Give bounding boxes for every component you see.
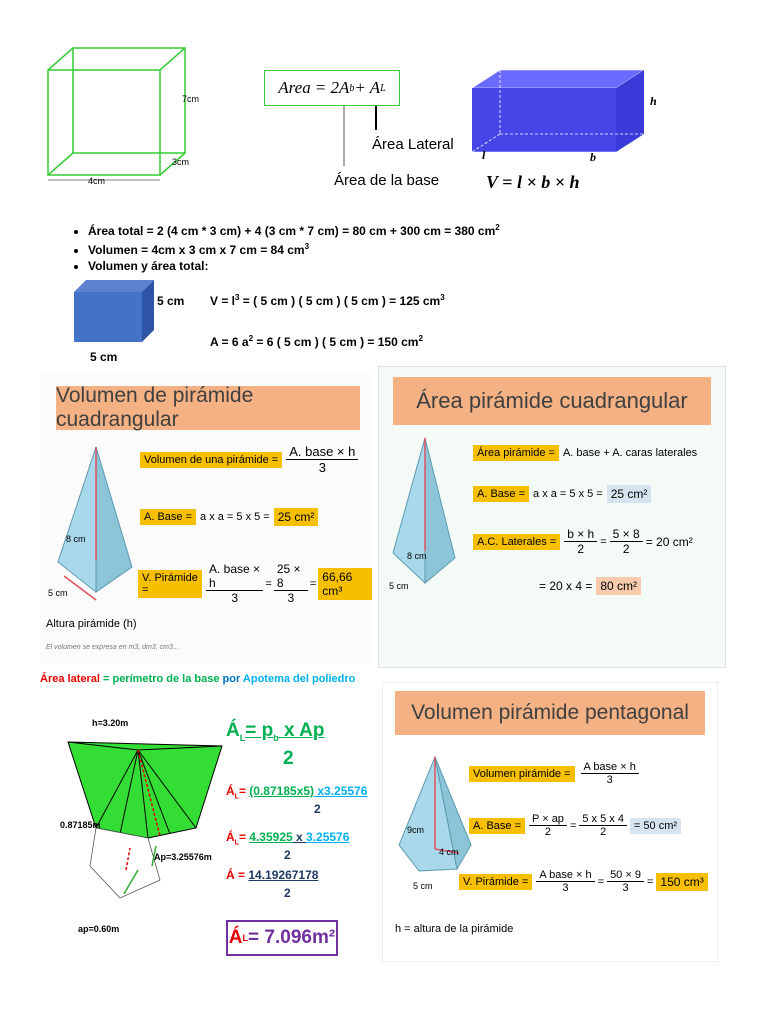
blue-cube-svg	[74, 280, 156, 344]
vol-cuad-f2-result: 25 cm²	[274, 508, 319, 526]
lf2-b: x3.25576	[314, 784, 368, 798]
area-cuad-label-1: Área pirámide =	[473, 445, 559, 461]
green-pyramid-side-label: 0.87185m	[60, 820, 101, 830]
area-base-label: Área de la base	[334, 172, 440, 189]
lateral-formula-1-den: 2	[283, 748, 294, 769]
lf3-x: x	[292, 830, 307, 844]
panel-area-cuadrangular	[378, 366, 726, 668]
vol-cuad-label-3: V. Pirámide =	[138, 570, 202, 598]
prism-l-label: l	[482, 148, 486, 162]
lateral-result-rhs: = 7.096m²	[248, 927, 336, 948]
vol-cuad-f1-num: A. base × h	[286, 444, 358, 460]
pent-label-1: Volumen pirámide =	[469, 766, 575, 782]
lf3-eq: =	[238, 830, 250, 844]
vol-cuad-f2-text: a x a = 5 x 5 =	[200, 511, 270, 523]
lateral-formula-2-den: 2	[314, 802, 321, 816]
pyramid-cuad-1-height: 8 cm	[66, 534, 86, 544]
prism-b-label: b	[590, 150, 596, 164]
pyramid-pent-height: 9cm	[407, 825, 425, 835]
lateral-formula-3-den: 2	[284, 848, 291, 862]
bullet-area-total-sup: 2	[495, 223, 500, 232]
bullet-volumen-area	[88, 258, 708, 274]
pyramid-cuad-2-base: 5 cm	[389, 581, 409, 591]
pent-f3b-den: 3	[622, 882, 629, 894]
area-cuad-f3-tail: = 20 cm²	[645, 534, 693, 549]
lf1-lhs: Á	[226, 720, 240, 741]
lf4-a: 14.19267178	[248, 868, 319, 882]
bullet-volumen-text: Volumen = 4cm x 3 cm x 7 cm = 84 cm	[88, 243, 305, 257]
area-cuad-f2-result: 25 cm²	[607, 485, 652, 503]
vol-cuad-label-2: A. Base =	[140, 509, 196, 525]
blue-cube-bottom-label: 5 cm	[90, 350, 118, 364]
lf3-lhs: Á	[226, 830, 235, 844]
green-pyramid-apb-label: ap=0.60m	[78, 924, 120, 934]
bullet-area-total	[88, 220, 708, 239]
area-cuad-f4-text: = 20 x 4 =	[539, 579, 593, 593]
panel-area-cuad-title: Área pirámide cuadrangular	[416, 388, 688, 413]
area-cuad-label-3: A.C. Laterales =	[473, 534, 560, 550]
pent-formula-1	[469, 761, 639, 786]
pent-f2-num: P × ap	[529, 813, 567, 826]
pent-f3b-num: 50 × 9	[607, 869, 644, 882]
lf1-sub: L	[239, 732, 246, 743]
panel-volumen-pentagonal	[382, 682, 718, 962]
area-cuad-f3b-den: 2	[622, 542, 630, 556]
lf2-lhs: Á	[226, 784, 235, 798]
area-formula-rhs: = 2A	[314, 78, 350, 97]
area-formula-plus: + A	[354, 78, 381, 97]
prism-h-label: h	[650, 94, 657, 108]
cube-height-label: 7cm	[182, 94, 200, 104]
blue-prism-figure	[466, 64, 676, 194]
lateral-result-sub: L	[242, 933, 249, 943]
cube-area-a: A = 6 a	[210, 335, 249, 349]
lateral-heading-part1: Área lateral	[40, 673, 100, 685]
panel-vol-pent-banner	[395, 691, 705, 735]
vol-cuad-f3b-den: 3	[287, 591, 295, 605]
pent-label-2: A. Base =	[469, 818, 525, 834]
lateral-formula-2	[226, 784, 367, 800]
cube-depth-label: 3cm	[172, 157, 190, 167]
green-pyramid-ap-label: Ap=3.25576m	[154, 852, 212, 862]
pent-note: h = altura de la pirámide	[395, 923, 514, 935]
pyramid-pent-svg	[395, 753, 475, 883]
pyramid-cuad-2-height: 8 cm	[407, 551, 427, 561]
lateral-heading	[40, 673, 355, 685]
bullet-volumen-area-text: Volumen y área total:	[88, 259, 209, 273]
vol-cuad-formula-3: V. Pirámide = $\frac{\text{A. base × h}}{3}$ = $\frac{25 \times 8}{3}$ = 66,66 cm³	[138, 562, 372, 605]
area-cuad-f1-text: A. base + A. caras laterales	[562, 447, 698, 459]
pyramid-cuad-1-base: 5 cm	[48, 588, 68, 598]
vol-cuad-f3-den: 3	[231, 591, 239, 605]
area-cuad-f3b-num: 5 × 8	[610, 527, 643, 542]
vol-cuad-formula-1	[140, 444, 358, 475]
lf1-tail: x Ap	[278, 720, 325, 741]
pent-f3-num: A base × h	[536, 869, 594, 882]
wireframe-cube-svg	[40, 40, 220, 190]
area-cuad-f3-num: b × h	[564, 527, 597, 542]
area-cuad-formula-3: A.C. Laterales = $\frac{b \times h}{2}$ = $\frac{5 \times 8}{2}$ = 20 cm²	[473, 527, 693, 556]
pent-f3-den: 3	[562, 882, 569, 894]
pyramid-cuad-svg-2	[383, 433, 467, 593]
pent-f1-num: A base × h	[581, 761, 639, 774]
pent-f2-result: = 50 cm²	[630, 818, 681, 834]
vol-cuad-f1-den: 3	[318, 460, 326, 475]
lateral-formula-4-den: 2	[284, 886, 291, 900]
lf1-sub2: b	[273, 732, 279, 743]
vol-cuad-label-1: Volumen de una pirámide =	[140, 452, 282, 468]
prism-volume-formula: V = l × b × h	[486, 172, 580, 192]
area-cuad-formula-1	[473, 445, 697, 461]
green-pyramid-h-label: h=3.20m	[92, 718, 129, 728]
pent-formula-2: A. Base = $\frac{P \times ap}{2}$ = $\frac{5 x 5 x 4}{2}$ = 50 cm²	[469, 813, 681, 838]
vol-cuad-formula-2	[140, 508, 318, 526]
pent-f2b-den: 2	[600, 826, 607, 838]
bullet-volumen	[88, 239, 708, 258]
blue-cube-volume	[210, 293, 445, 308]
cube-area-sup-b: 2	[418, 334, 423, 343]
bullet-area-total-text: Área total = 2 (4 cm * 3 cm) + 4 (3 cm * 7 cm) = 80 cm + 300 cm = 380 cm	[88, 224, 496, 238]
area-cuad-formula-2	[473, 485, 651, 503]
area-formula-box	[264, 70, 400, 106]
cube-volume-a: V = l	[210, 294, 236, 308]
lf4-eq: =	[234, 868, 249, 882]
cube-area-b: = 6 ( 5 cm ) ( 5 cm ) = 150 cm	[253, 335, 419, 349]
vol-cuad-note: El volumen se expresa en m3, dm3, cm3...	[46, 644, 179, 651]
lf3-a: 4.35925	[249, 830, 293, 844]
lf4-lhs: Á	[226, 868, 235, 882]
vol-cuad-f3-result: 66,66 cm³	[318, 568, 372, 600]
panel-volumen-cuadrangular	[40, 372, 372, 664]
cube-area-sup-a: 2	[248, 334, 254, 343]
blue-cube-side-label: 5 cm	[157, 294, 185, 308]
cube-volume-sup-b: 3	[440, 293, 445, 302]
lf2-a: (0.87185x5)	[249, 784, 315, 798]
lf3-b: 3.25576	[306, 830, 350, 844]
calculation-bullets	[70, 220, 708, 274]
panel-vol-pent-title: Volumen pirámide pentagonal	[411, 701, 689, 724]
cube-width-label: 4cm	[88, 176, 106, 186]
lateral-formula-4	[226, 868, 318, 882]
pyramid-cuad-svg-1	[46, 442, 146, 602]
cube-volume-b: = ( 5 cm ) ( 5 cm ) ( 5 cm ) = 125 cm	[239, 294, 441, 308]
pyramid-pent-ap: 4 cm	[439, 847, 459, 857]
area-cuad-f3-den: 2	[577, 542, 585, 556]
lateral-formula-1	[226, 720, 324, 743]
area-formula-lhs: Area	[278, 78, 311, 97]
lateral-heading-part4: Apotema del poliedro	[242, 673, 356, 685]
lateral-result-box	[226, 920, 338, 956]
vol-cuad-f3-num: A. base × h	[206, 562, 263, 591]
pyramid-pent-base: 5 cm	[413, 881, 433, 891]
pent-f2b-num: 5 x 5 x 4	[579, 813, 627, 826]
bullet-volumen-sup: 3	[304, 242, 310, 251]
vol-cuad-f3b-num: 25 × 8	[274, 562, 308, 591]
pent-label-3: V. Pirámide =	[459, 874, 532, 890]
area-formula-sub-l: L	[380, 82, 386, 94]
lateral-formula-3	[226, 830, 349, 846]
vol-cuad-altura: Altura pirámide (h)	[46, 618, 137, 630]
panel-vol-cuad-banner	[56, 386, 360, 430]
pent-f3-result: 150 cm³	[656, 873, 707, 891]
area-lateral-label: Área Lateral	[372, 136, 454, 153]
panel-area-cuad-banner	[393, 377, 711, 425]
blue-prism-svg	[466, 64, 676, 164]
lateral-heading-part3: por	[219, 673, 243, 685]
pent-formula-3: V. Pirámide = $\frac{\text{A base × h}}{3}$ = $\frac{50 \times 9}{3}$ = 150 cm³	[459, 869, 708, 894]
area-formula-sub-b: b	[349, 82, 355, 94]
wireframe-cube-figure	[40, 40, 220, 190]
lf3-sub: L	[234, 839, 239, 847]
cube-volume-sup-a: 3	[235, 293, 240, 302]
lateral-result-lhs: Á	[228, 927, 243, 948]
lateral-heading-part2: = perímetro de la base	[99, 673, 220, 685]
pent-f1-den: 3	[606, 774, 613, 786]
area-cuad-label-2: A. Base =	[473, 486, 529, 502]
lf2-eq: =	[238, 784, 250, 798]
area-cuad-f2-text: a x a = 5 x 5 =	[533, 488, 603, 500]
lf2-sub: L	[234, 793, 239, 801]
panel-vol-cuad-title: Volumen de pirámide cuadrangular	[56, 384, 254, 431]
pent-f2-den: 2	[544, 826, 552, 838]
area-cuad-f4-result: 80 cm²	[596, 577, 641, 595]
blue-cube-area	[210, 334, 423, 349]
area-cuad-formula-4	[539, 577, 641, 595]
lf1-rhs: = p	[245, 720, 274, 741]
